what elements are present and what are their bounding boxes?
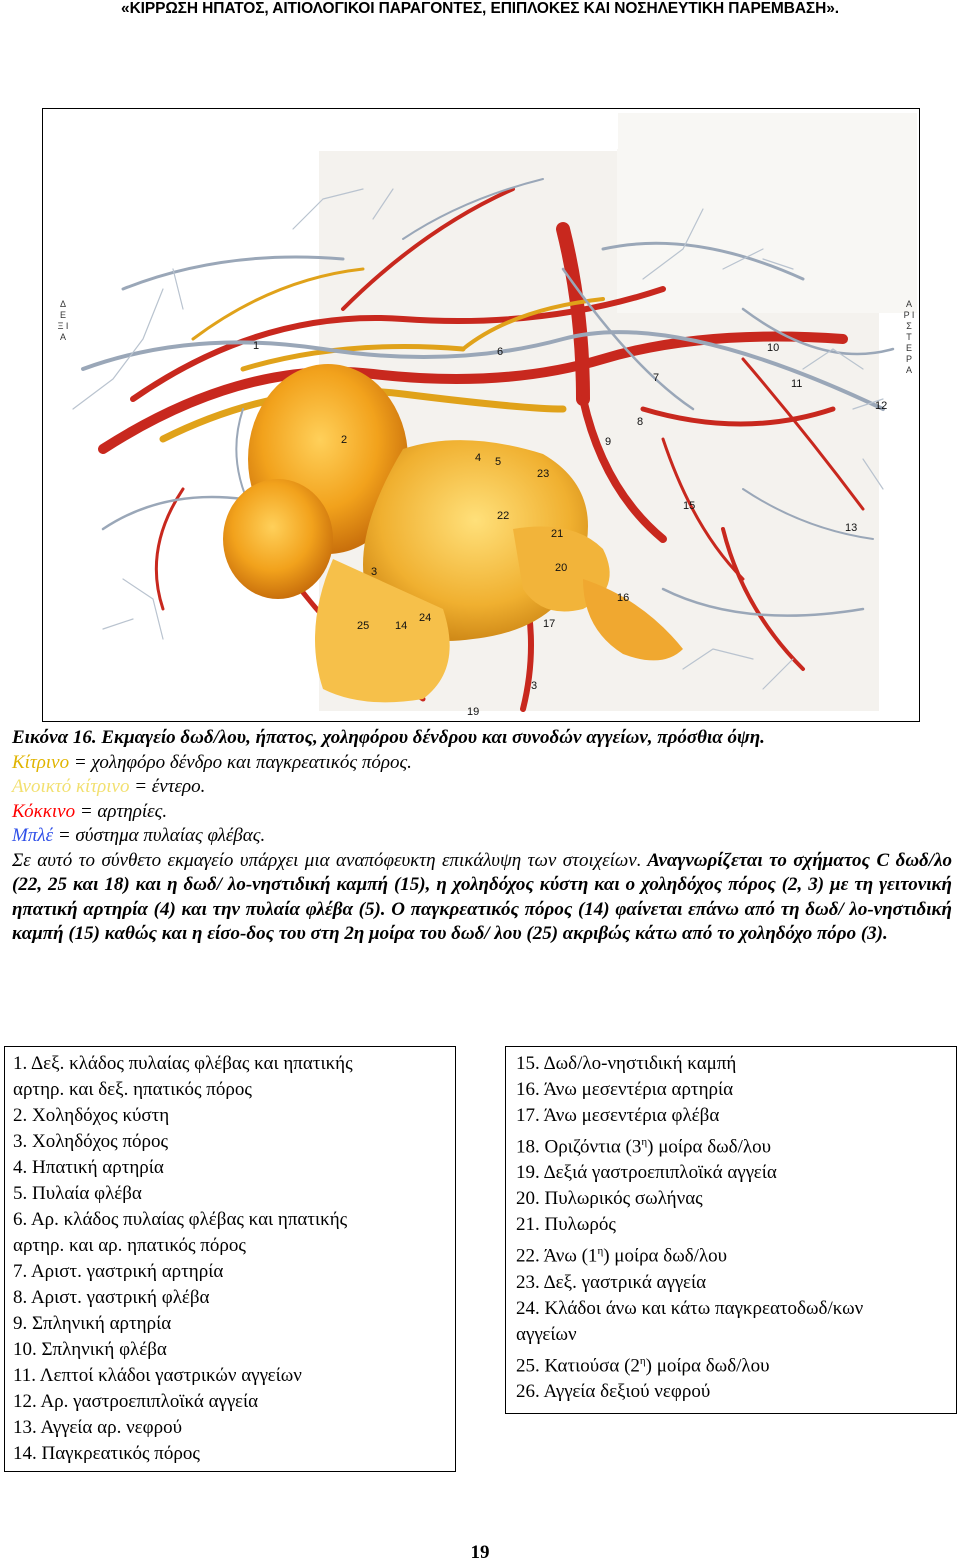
legend-item: 10. Σπληνική φλέβα: [13, 1339, 167, 1360]
figure-label-25: 25: [357, 620, 370, 632]
figure-label-6: 6: [497, 346, 504, 358]
color-key-red: [12, 800, 952, 825]
color-word-light-yellow: Ανοικτό κίτρινο: [12, 776, 130, 797]
legend-item: αρτηρ. και αρ. ηπατικός πόρος: [13, 1235, 246, 1256]
legend-item: 8. Αριστ. γαστρική φλέβα: [13, 1287, 210, 1308]
figure-label-19: 19: [467, 706, 480, 718]
figure-label-13: 13: [845, 522, 858, 534]
legend-item: 24. Κλάδοι άνω και κάτω παγκρεατοδωδ/κων: [516, 1297, 864, 1319]
caption-overlap-note: Σε αυτό το σύνθετο εκμαγείο υπάρχει μια αναπόφευκτη επικάλυψη των στοιχείων.: [12, 849, 642, 871]
figure-label-8: 8: [637, 416, 644, 428]
figure-caption: [12, 726, 952, 947]
figure-label-12: 12: [875, 400, 888, 412]
legend-item: 22. Άνω $(1^\eta)$ μοίρα δωδ/λου: [516, 1245, 728, 1267]
side-label-right-anatomical: Δ Ε Ξ Ι Α: [57, 299, 69, 342]
figure-label-1: 1: [253, 340, 260, 352]
figure-label-15: 15: [683, 500, 696, 512]
caption-paragraph: Αναγνωρίζεται το σχήματος C δωδ/λο (22, 25 και 18) και η δωδ/ λο-νηστιδική καμπή (15), η χοληδόχος κύστη και ο χοληδόχος πόρος (2, 3) με τη γειτονική ηπατική αρτηρία (4) και την πυλαία φλέβα (5). Ο παγκρεατικός πόρος (14) φαίνεται επάνω από τη δωδ/ λο-νηστιδική καμπή (15) καθώς και η είσο-δος του στη 2η μοίρα του δωδ/ λου (25) ακριβώς κάτω από το χοληδόχο πόρο (3).: [12, 849, 953, 944]
figure-label-21: 21: [551, 528, 564, 540]
legend-item: 16. Άνω μεσεντέρια αρτηρία: [516, 1079, 734, 1100]
legend-item: 1. Δεξ. κλάδος πυλαίας φλέβας και ηπατικής: [13, 1053, 353, 1074]
legend-item: 13. Αγγεία αρ. νεφρού: [13, 1417, 182, 1438]
legend-item: αρτηρ. και δεξ. ηπατικός πόρος: [13, 1079, 252, 1100]
figure-label-3: 3: [371, 566, 378, 578]
legend-item: 12. Αρ. γαστροεπιπλοϊκά αγγεία: [13, 1391, 259, 1412]
figure-label-20: 20: [555, 562, 568, 574]
liver-vessel-cast-illustration: [43, 109, 919, 721]
caption-title: Εικόνα 16. Εκμαγείο δωδ/λου, ήπατος, χοληφόρου δένδρου και συνοδών αγγείων, πρόσθια όψη.: [12, 727, 765, 748]
figure-label-24: 24: [419, 612, 432, 624]
legend-item: 19. Δεξιά γαστροεπιπλοϊκά αγγεία: [516, 1162, 777, 1184]
color-key-yellow: [12, 751, 952, 776]
color-key-light-yellow: [12, 775, 952, 800]
legend-item: 6. Αρ. κλάδος πυλαίας φλέβας και ηπατικής: [13, 1209, 348, 1230]
figure-label-22: 22: [497, 510, 510, 522]
color-word-yellow: Κίτρινο: [12, 751, 70, 773]
legend-item: 3. Χοληδόχος πόρος: [13, 1131, 169, 1152]
figure-label-17: 17: [543, 618, 556, 630]
color-meaning-red: = αρτηρίες.: [75, 800, 168, 822]
legend-box-left: [4, 1046, 456, 1472]
figure-label-2: 2: [341, 434, 348, 446]
legend-item: 17. Άνω μεσεντέρια φλέβα: [516, 1105, 720, 1126]
legend-item: 25. Κατιούσα $(2^\eta)$ μοίρα δωδ/λου: [516, 1354, 770, 1376]
legend-item: 5. Πυλαία φλέβα: [13, 1183, 142, 1204]
figure-label-14: 14: [395, 620, 408, 632]
color-word-red: Κόκκινο: [12, 800, 76, 822]
anatomy-figure: [42, 108, 920, 722]
legend-item: 4. Ηπατική αρτηρία: [13, 1157, 164, 1178]
figure-label-7: 7: [653, 372, 660, 384]
figure-label-4: 4: [475, 452, 482, 464]
legend-item: 20. Πυλωρικός σωλήνας: [516, 1188, 703, 1210]
page-number: 19: [470, 1542, 490, 1563]
caption-description: [12, 849, 952, 947]
color-word-blue: Μπλέ: [12, 825, 54, 846]
color-meaning-yellow: = χοληφόρο δένδρο και παγκρεατικός πόρος.: [69, 751, 412, 773]
legend-item: 11. Λεπτοί κλάδοι γαστρικών αγγείων: [13, 1365, 302, 1386]
legend-item: 7. Αριστ. γαστρική αρτηρία: [13, 1261, 224, 1282]
legend-box-right: [505, 1046, 957, 1414]
figure-label-16: 16: [617, 592, 630, 604]
figure-label-11: 11: [791, 378, 803, 390]
figure-label-23: 23: [537, 468, 550, 480]
figure-label-5: 5: [495, 456, 502, 468]
legend-item: 26. Αγγεία δεξιού νεφρού: [516, 1380, 711, 1402]
figure-label-3b: 3: [531, 680, 538, 692]
figure-label-9: 9: [605, 436, 612, 448]
legend-item: 14. Παγκρεατικός πόρος: [13, 1443, 200, 1464]
figure-label-10: 10: [767, 342, 780, 354]
color-meaning-blue: = σύστημα πυλαίας φλέβας.: [53, 825, 266, 846]
legend-item: 18. Οριζόντια $(3^\eta)$ μοίρα δωδ/λου: [516, 1136, 772, 1158]
color-key-blue: [12, 824, 952, 849]
page-header: «ΚΙΡΡΩΣΗ ΗΠΑΤΟΣ, ΑΙΤΙΟΛΟΓΙΚΟΙ ΠΑΡΑΓΟΝΤΕΣ, ΕΠΙΠΛΟΚΕΣ ΚΑΙ ΝΟΣΗΛΕΥΤΙΚΗ ΠΑΡΕΜΒΑΣΗ».: [121, 0, 839, 17]
legend-item: 23. Δεξ. γαστρικά αγγεία: [516, 1271, 707, 1293]
legend-item: αγγείων: [516, 1323, 577, 1345]
legend-item: 9. Σπληνική αρτηρία: [13, 1313, 172, 1334]
legend-item: 15. Δωδ/λο-νηστιδική καμπή: [516, 1053, 737, 1074]
legend-item: 2. Χοληδόχος κύστη: [13, 1105, 170, 1126]
side-label-left-anatomical: Α Ρ Ι Σ Τ Ε Ρ Α: [903, 299, 915, 375]
color-meaning-light-yellow: = έντερο.: [129, 776, 206, 797]
legend-item: 21. Πυλωρός: [516, 1214, 616, 1236]
